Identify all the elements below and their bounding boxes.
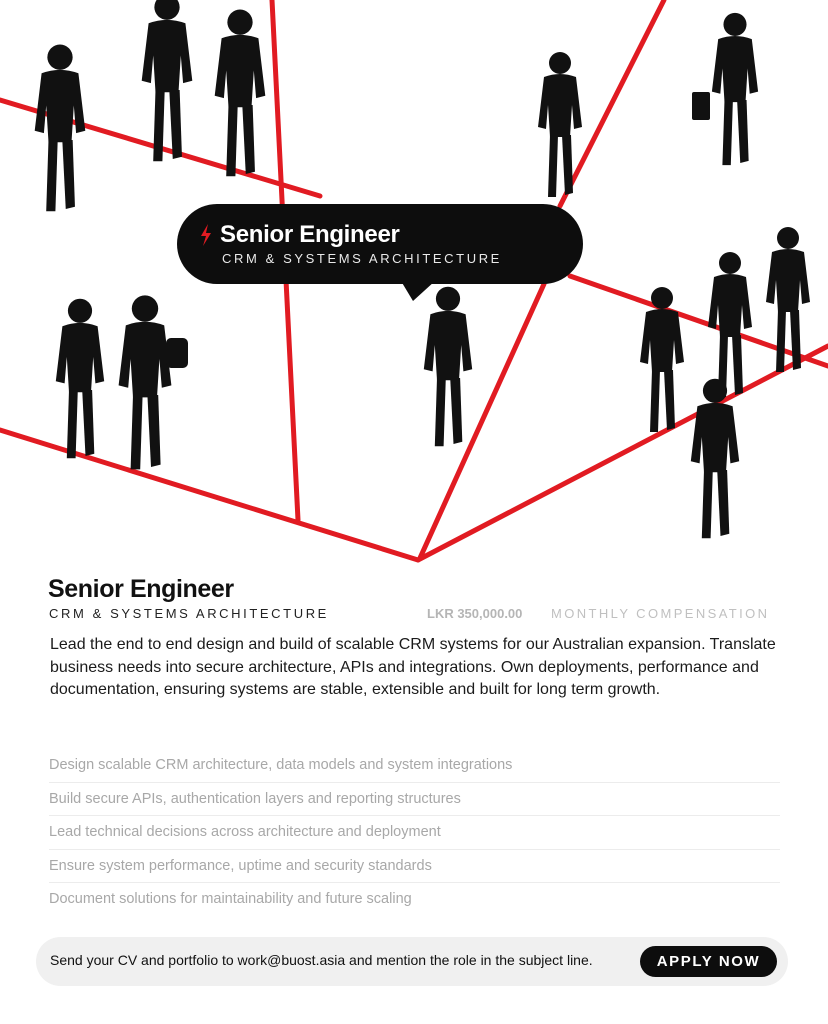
responsibility-item: Document solutions for maintainability and future scaling (49, 891, 412, 907)
bubble-tail (401, 281, 435, 301)
salary-amount: LKR 350,000.00 (427, 606, 523, 621)
responsibility-item: Build secure APIs, authentication layers and reporting structures (49, 783, 780, 817)
job-description: Lead the end to end design and build of scalable CRM systems for our Australian expansion. Translate business needs into secure architecture, APIs and integrations. Own deployments, performance and documentation, ensuring systems are stable, extensible and built for long term growth. (50, 636, 776, 698)
apply-now-button[interactable]: APPLY NOW (640, 946, 777, 977)
job-subtitle: CRM & SYSTEMS ARCHITECTURE (49, 606, 329, 621)
responsibility-item: Ensure system performance, uptime and security standards (49, 850, 780, 884)
salary-label: MONTHLY COMPENSATION (551, 606, 770, 621)
bubble-subtitle: CRM & SYSTEMS ARCHITECTURE (222, 251, 502, 266)
job-title: Senior Engineer (48, 575, 234, 603)
responsibility-item: Design scalable CRM architecture, data models and system integrations (49, 749, 780, 783)
responsibility-item: Lead technical decisions across architecture and deployment (49, 816, 780, 850)
bubble-title: Senior Engineer (220, 221, 400, 248)
responsibilities-list (49, 749, 780, 916)
lightning-bolt-icon (199, 224, 213, 246)
cta-text: Send your CV and portfolio to work@buost.asia and mention the role in the subject line. (50, 952, 593, 968)
